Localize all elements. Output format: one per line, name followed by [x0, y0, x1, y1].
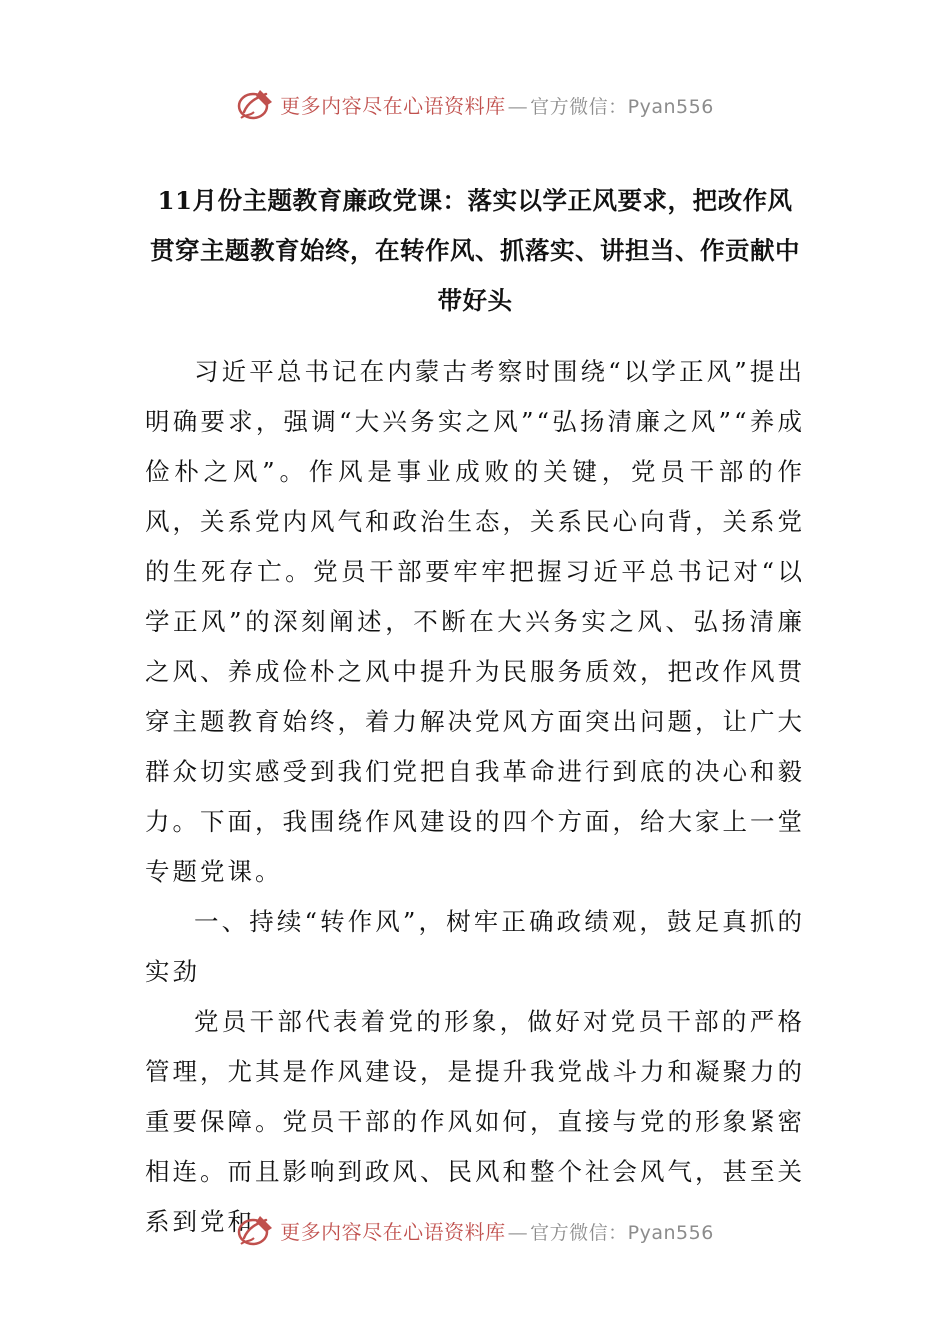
pen-scroll-logo-icon [236, 1210, 276, 1250]
footer-banner-separator: — [507, 1219, 529, 1244]
footer-banner-text [280, 1216, 714, 1245]
footer-banner-red: 更多内容尽在心语资料库 [280, 1219, 506, 1244]
pen-scroll-logo-icon [236, 84, 276, 124]
section-heading-1: 一、持续“转作风”，树牢正确政绩观，鼓足真抓的实劲 [145, 907, 805, 986]
header-banner-wechat: 官方微信：Pyan556 [530, 95, 714, 118]
footer-banner [0, 1208, 950, 1252]
header-banner-text [280, 90, 714, 119]
document-body [145, 347, 805, 1247]
paragraph-section-1: 党员干部代表着党的形象，做好对党员干部的严格管理，尤其是作风建设，是提升我党战斗力和凝聚力的重要保障。党员干部的作风如何，直接与党的形象紧密相连。而且影响到政风、民风和整个社会风气，甚至关系到党和 [145, 1007, 805, 1236]
paragraph-intro: 习近平总书记在内蒙古考察时围绕“以学正风”提出明确要求，强调“大兴务实之风”“弘扬清廉之风”“养成俭朴之风”。作风是事业成败的关键，党员干部的作风，关系党内风气和政治生态，关系民心向背，关系党的生死存亡。党员干部要牢牢把握习近平总书记对“以学正风”的深刻阐述，不断在大兴务实之风、弘扬清廉之风、养成俭朴之风中提升为民服务质效，把改作风贯穿主题教育始终，着力解决党风方面突出问题，让广大群众切实感受到我们党把自我革命进行到底的决心和毅力。下面，我围绕作风建设的四个方面，给大家上一堂专题党课。 [145, 357, 805, 886]
header-banner [0, 82, 950, 126]
header-banner-red: 更多内容尽在心语资料库 [280, 93, 506, 118]
footer-banner-wechat: 官方微信：Pyan556 [530, 1221, 714, 1244]
document-title: 11月份主题教育廉政党课：落实以学正风要求，把改作风贯穿主题教育始终，在转作风、抓落实、讲担当、作贡献中带好头 [150, 186, 800, 315]
header-banner-separator: — [507, 93, 529, 118]
